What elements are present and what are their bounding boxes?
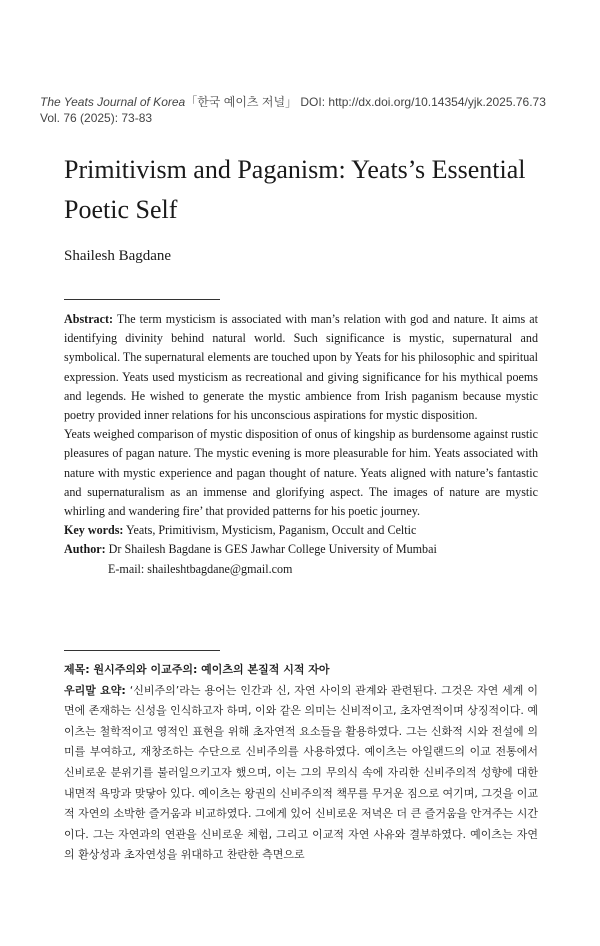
abstract-block xyxy=(64,310,538,579)
keywords-text: Yeats, Primitivism, Mysticism, Paganism, Occult and Celtic xyxy=(123,523,417,538)
korean-title-line xyxy=(64,660,538,681)
journal-korean-name: 「한국 예이츠 저널」 xyxy=(185,95,298,109)
author-email[interactable]: E-mail: shaileshtbagdane@gmail.com xyxy=(108,561,293,576)
korean-title-text: 원시주의와 이교주의: 예이츠의 본질적 시적 자아 xyxy=(89,663,330,676)
abstract-paragraph-2: Yeats weighed comparison of mystic disposition of onus of kingship as burdensome against rustic pleasures of pagan nature. The mystic evening is more pleasurable for him. Yeats associated with nature with mystic experience and pagan thought of nature. Yeats aligned with nature’s fantastic and supernaturalism as an immense and glorifying aspect. The images of nature are mystic whirling and wandering fire’ that provided patterns for his poetic journey. xyxy=(64,427,538,519)
korean-abstract-block xyxy=(64,660,538,866)
section-divider xyxy=(64,299,220,300)
doi-link[interactable]: DOI: http://dx.doi.org/10.14354/yjk.2025.76.73 xyxy=(300,95,546,109)
volume-line: Vol. 76 (2025): 73-83 xyxy=(40,111,153,125)
journal-citation-line xyxy=(40,94,546,110)
author-info-label: Author: xyxy=(64,542,106,557)
korean-summary xyxy=(64,681,538,866)
abstract-label: Abstract: xyxy=(64,312,114,326)
journal-name: The Yeats Journal of Korea xyxy=(40,95,186,109)
author-name: Shailesh Bagdane xyxy=(64,248,172,264)
abstract-text-1: The term mysticism is associated with man’s relation with god and nature. It aims at identifying divinity behind natural world. Such significance is mystic, supernatural and symbolical. The supernatural elements are touched upon by Yeats for his philosophic and spiritual expression. Yeats used mysticism as recreational and giving significance for his mythical poems and legends. He wished to generate the mystic ambience from Irish paganism because mystic poetry provided inner relations for his unconscious aspirations for mystic disposition. xyxy=(64,312,538,423)
korean-title-label: 제목: xyxy=(64,663,90,676)
keywords-label: Key words: xyxy=(64,523,124,538)
article-title: Primitivism and Paganism: Yeats’s Essential Poetic Self xyxy=(64,155,526,224)
section-divider-korean xyxy=(64,650,220,651)
author-info-line xyxy=(64,540,538,559)
korean-summary-text: ‘신비주의’라는 용어는 인간과 신, 자연 사이의 관계와 관련된다. 그것은 자연 세계 이면에 존재하는 신성을 인식하고자 하며, 이와 같은 의미는 신비적이고, 초자연적이며 상징적이다. 예이츠는 철학적이고 영적인 표현을 위해 초자연적 요소들을 활용하였다. 그는 신화적 시와 전설에 의미를 부여하고, 재창조하는 수단으로 신비주의를 사용하였다. 예이츠는 아일랜드의 이교 전통에서 신비로운 분위기를 불러일으키고자 했으며, 이는 그의 무의식 속에 자리한 신비주의적 성향에 대한 내면적 욕망과 맞닿아 있다. 예이츠는 왕권의 신비주의적 책무를 무거운 짐으로 여기며, 그것을 이교적 자연의 소박한 즐거움과 비교하였다. 그에게 있어 신비로운 저녁은 더 큰 즐거움을 안겨주는 시간이다. 그는 자연과의 연관을 신비로운 체험, 그리고 이교적 자연 사유와 결부하였다. 예이츠는 자연의 환상성과 초자연성을 위대하고 찬란한 측면으로 xyxy=(64,683,538,862)
abstract-paragraph-1 xyxy=(64,310,538,425)
author-info-text: Dr Shailesh Bagdane is GES Jawhar College University of Mumbai xyxy=(105,542,437,557)
keywords-line xyxy=(64,521,538,540)
korean-summary-label: 우리말 요약: xyxy=(64,683,126,697)
journal-header xyxy=(40,94,546,126)
